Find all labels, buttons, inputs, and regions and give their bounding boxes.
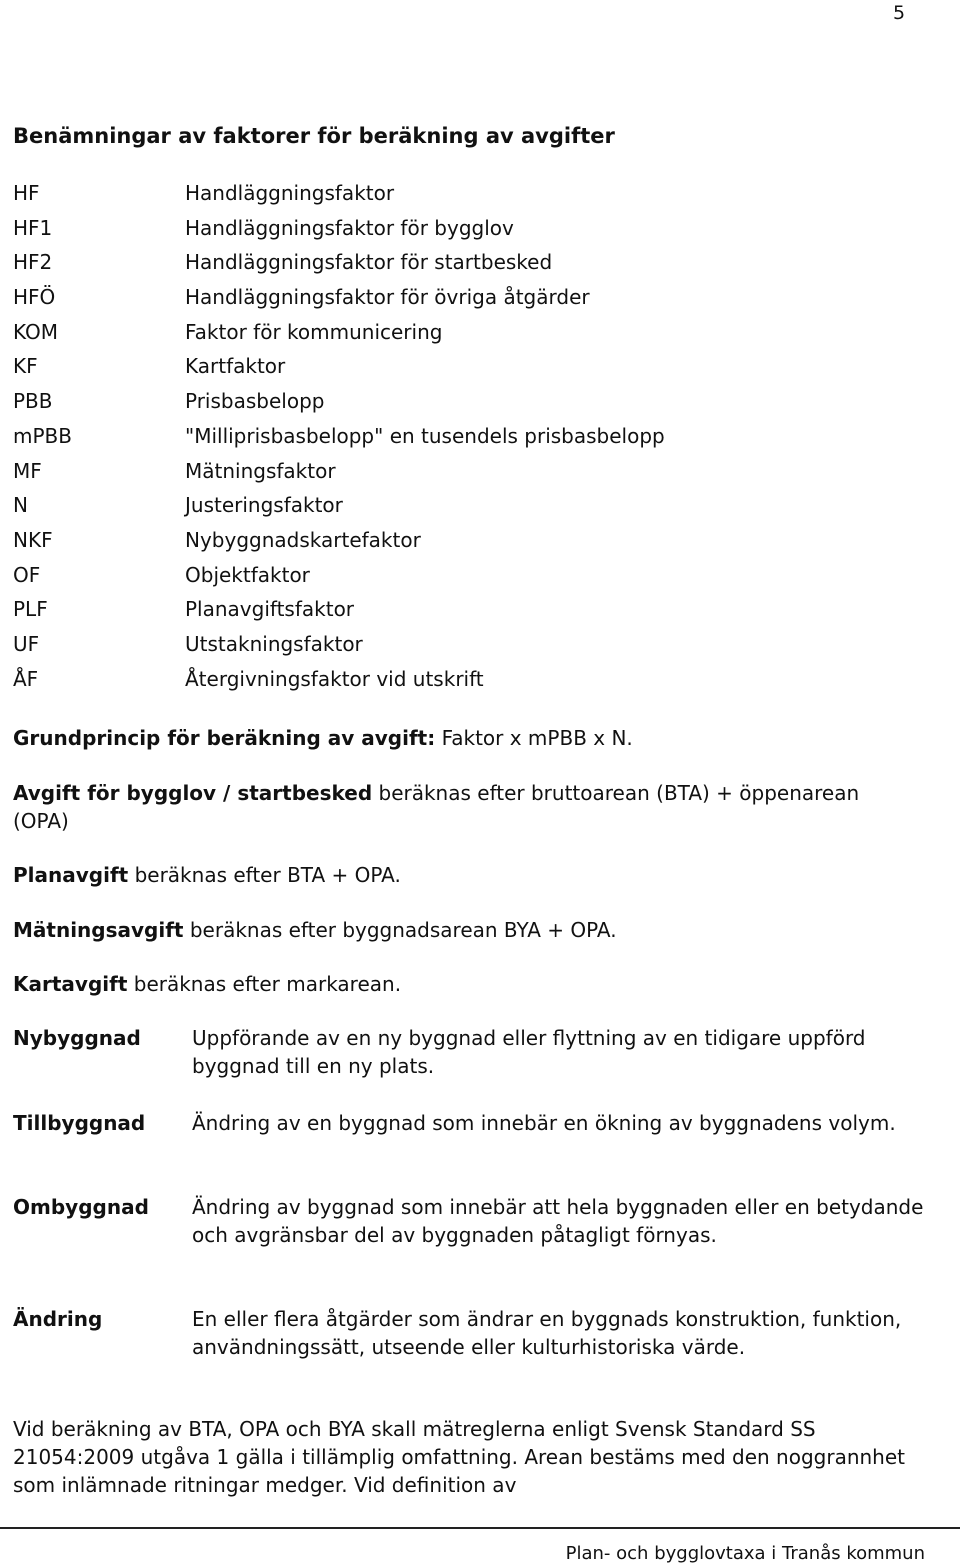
abbreviation-row — [13, 315, 913, 350]
abbreviation-definition: Handläggningsfaktor för övriga åtgärder — [185, 285, 590, 310]
matningsavgift-label: Mätningsavgift — [13, 918, 184, 942]
term-definition: Ändring av byggnad som innebär att hela byggnaden eller en betydande och avgränsbar del av byggnaden påtagligt förnyas. — [192, 1195, 924, 1247]
grundprincip-text: Faktor x mPBB x N. — [435, 726, 633, 750]
abbreviation-code: HF — [13, 181, 40, 205]
term-andring — [13, 1306, 933, 1361]
abbreviation-definition: Utstakningsfaktor — [185, 631, 363, 656]
abbreviation-code: mPBB — [13, 423, 72, 448]
kartavgift-paragraph — [13, 970, 913, 998]
abbreviation-row — [13, 176, 913, 211]
planavgift-label: Planavgift — [13, 863, 129, 887]
closing-paragraph: Vid beräkning av BTA, OPA och BYA skall mätreglerna enligt Svensk Standard SS 21054:2009 utgåva 1 gälla i tillämplig omfattning. Arean bestäms med den noggrannhet som inlämnade ritningar medger. Vid definition av — [13, 1417, 906, 1497]
abbreviation-definition: Återgivningsfaktor vid utskrift — [185, 666, 484, 691]
planavgift-text: beräknas efter BTA + OPA. — [128, 863, 401, 887]
abbreviation-definition: Objektfaktor — [185, 562, 310, 587]
matningsavgift-paragraph — [13, 916, 913, 944]
planavgift-paragraph — [13, 861, 913, 889]
page-heading: Benämningar av faktorer för beräkning av avgifter — [13, 124, 615, 148]
abbreviation-row — [13, 592, 913, 627]
bygglov-paragraph — [13, 779, 913, 835]
abbreviation-code: MF — [13, 458, 42, 483]
abbreviation-row — [13, 454, 913, 489]
abbreviation-row — [13, 523, 913, 558]
abbreviation-code: N — [13, 493, 28, 518]
abbreviation-code: PBB — [13, 389, 53, 414]
abbreviation-definition: Faktor för kommunicering — [185, 319, 443, 344]
abbreviation-code: HF1 — [13, 215, 53, 240]
abbreviation-code: HF2 — [13, 250, 53, 275]
abbreviation-code: KF — [13, 354, 38, 379]
grundprincip-paragraph — [13, 724, 913, 752]
abbreviation-definition: "Milliprisbasbelopp" en tusendels prisbasbelopp — [185, 423, 665, 448]
abbreviation-definition: Handläggningsfaktor — [185, 181, 395, 205]
abbreviation-code: OF — [13, 562, 41, 587]
term-ombyggnad — [13, 1194, 933, 1249]
abbreviation-code: ÅF — [13, 666, 39, 691]
abbreviation-code: HFÖ — [13, 285, 56, 310]
term-definition: Uppförande av en ny byggnad eller flyttning av en tidigare uppförd byggnad till en ny plats. — [192, 1026, 866, 1078]
abbreviation-definition: Justeringsfaktor — [185, 493, 343, 518]
abbreviation-row — [13, 280, 913, 315]
kartavgift-text: beräknas efter markarean. — [127, 972, 402, 996]
abbreviation-code: NKF — [13, 527, 53, 552]
abbreviation-row — [13, 627, 913, 662]
abbreviation-definition: Planavgiftsfaktor — [185, 597, 355, 622]
term-definition: En eller flera åtgärder som ändrar en byggnads konstruktion, funktion, användningssätt, utseende eller kulturhistoriska värde. — [192, 1307, 902, 1359]
abbreviation-definition: Handläggningsfaktor för startbesked — [185, 250, 553, 275]
abbreviation-row — [13, 349, 913, 384]
term-label: Ombyggnad — [13, 1195, 149, 1219]
term-nybyggnad — [13, 1025, 933, 1080]
term-label: Ändring — [13, 1307, 103, 1331]
abbreviation-row — [13, 558, 913, 593]
abbreviation-row — [13, 662, 913, 697]
page-number: 5 — [893, 2, 906, 24]
bygglov-text: beräknas efter bruttoarean (BTA) + öppenarean (OPA) — [13, 781, 860, 833]
abbreviation-row — [13, 384, 913, 419]
term-tillbyggnad — [13, 1110, 933, 1138]
abbreviation-list — [13, 176, 913, 696]
footer-text: Plan- och bygglovtaxa i Tranås kommun — [565, 1543, 925, 1564]
abbreviation-row — [13, 488, 913, 523]
term-label: Nybyggnad — [13, 1026, 141, 1050]
abbreviation-code: PLF — [13, 597, 48, 622]
bygglov-label: Avgift för bygglov / startbesked — [13, 781, 373, 805]
abbreviation-definition: Nybyggnadskartefaktor — [185, 527, 421, 552]
abbreviation-code: KOM — [13, 319, 59, 344]
abbreviation-row — [13, 245, 913, 280]
grundprincip-label: Grundprincip för beräkning av avgift: — [13, 726, 436, 750]
abbreviation-definition: Prisbasbelopp — [185, 389, 325, 414]
term-label: Tillbyggnad — [13, 1111, 146, 1135]
kartavgift-label: Kartavgift — [13, 972, 128, 996]
term-definition: Ändring av en byggnad som innebär en ökning av byggnadens volym. — [192, 1111, 896, 1135]
abbreviation-code: UF — [13, 631, 40, 656]
abbreviation-row — [13, 419, 913, 454]
abbreviation-definition: Mätningsfaktor — [185, 458, 336, 483]
abbreviation-definition: Kartfaktor — [185, 354, 286, 379]
footer-divider — [0, 1527, 960, 1529]
abbreviation-definition: Handläggningsfaktor för bygglov — [185, 215, 514, 240]
abbreviation-row — [13, 211, 913, 246]
matningsavgift-text: beräknas efter byggnadsarean BYA + OPA. — [183, 918, 617, 942]
